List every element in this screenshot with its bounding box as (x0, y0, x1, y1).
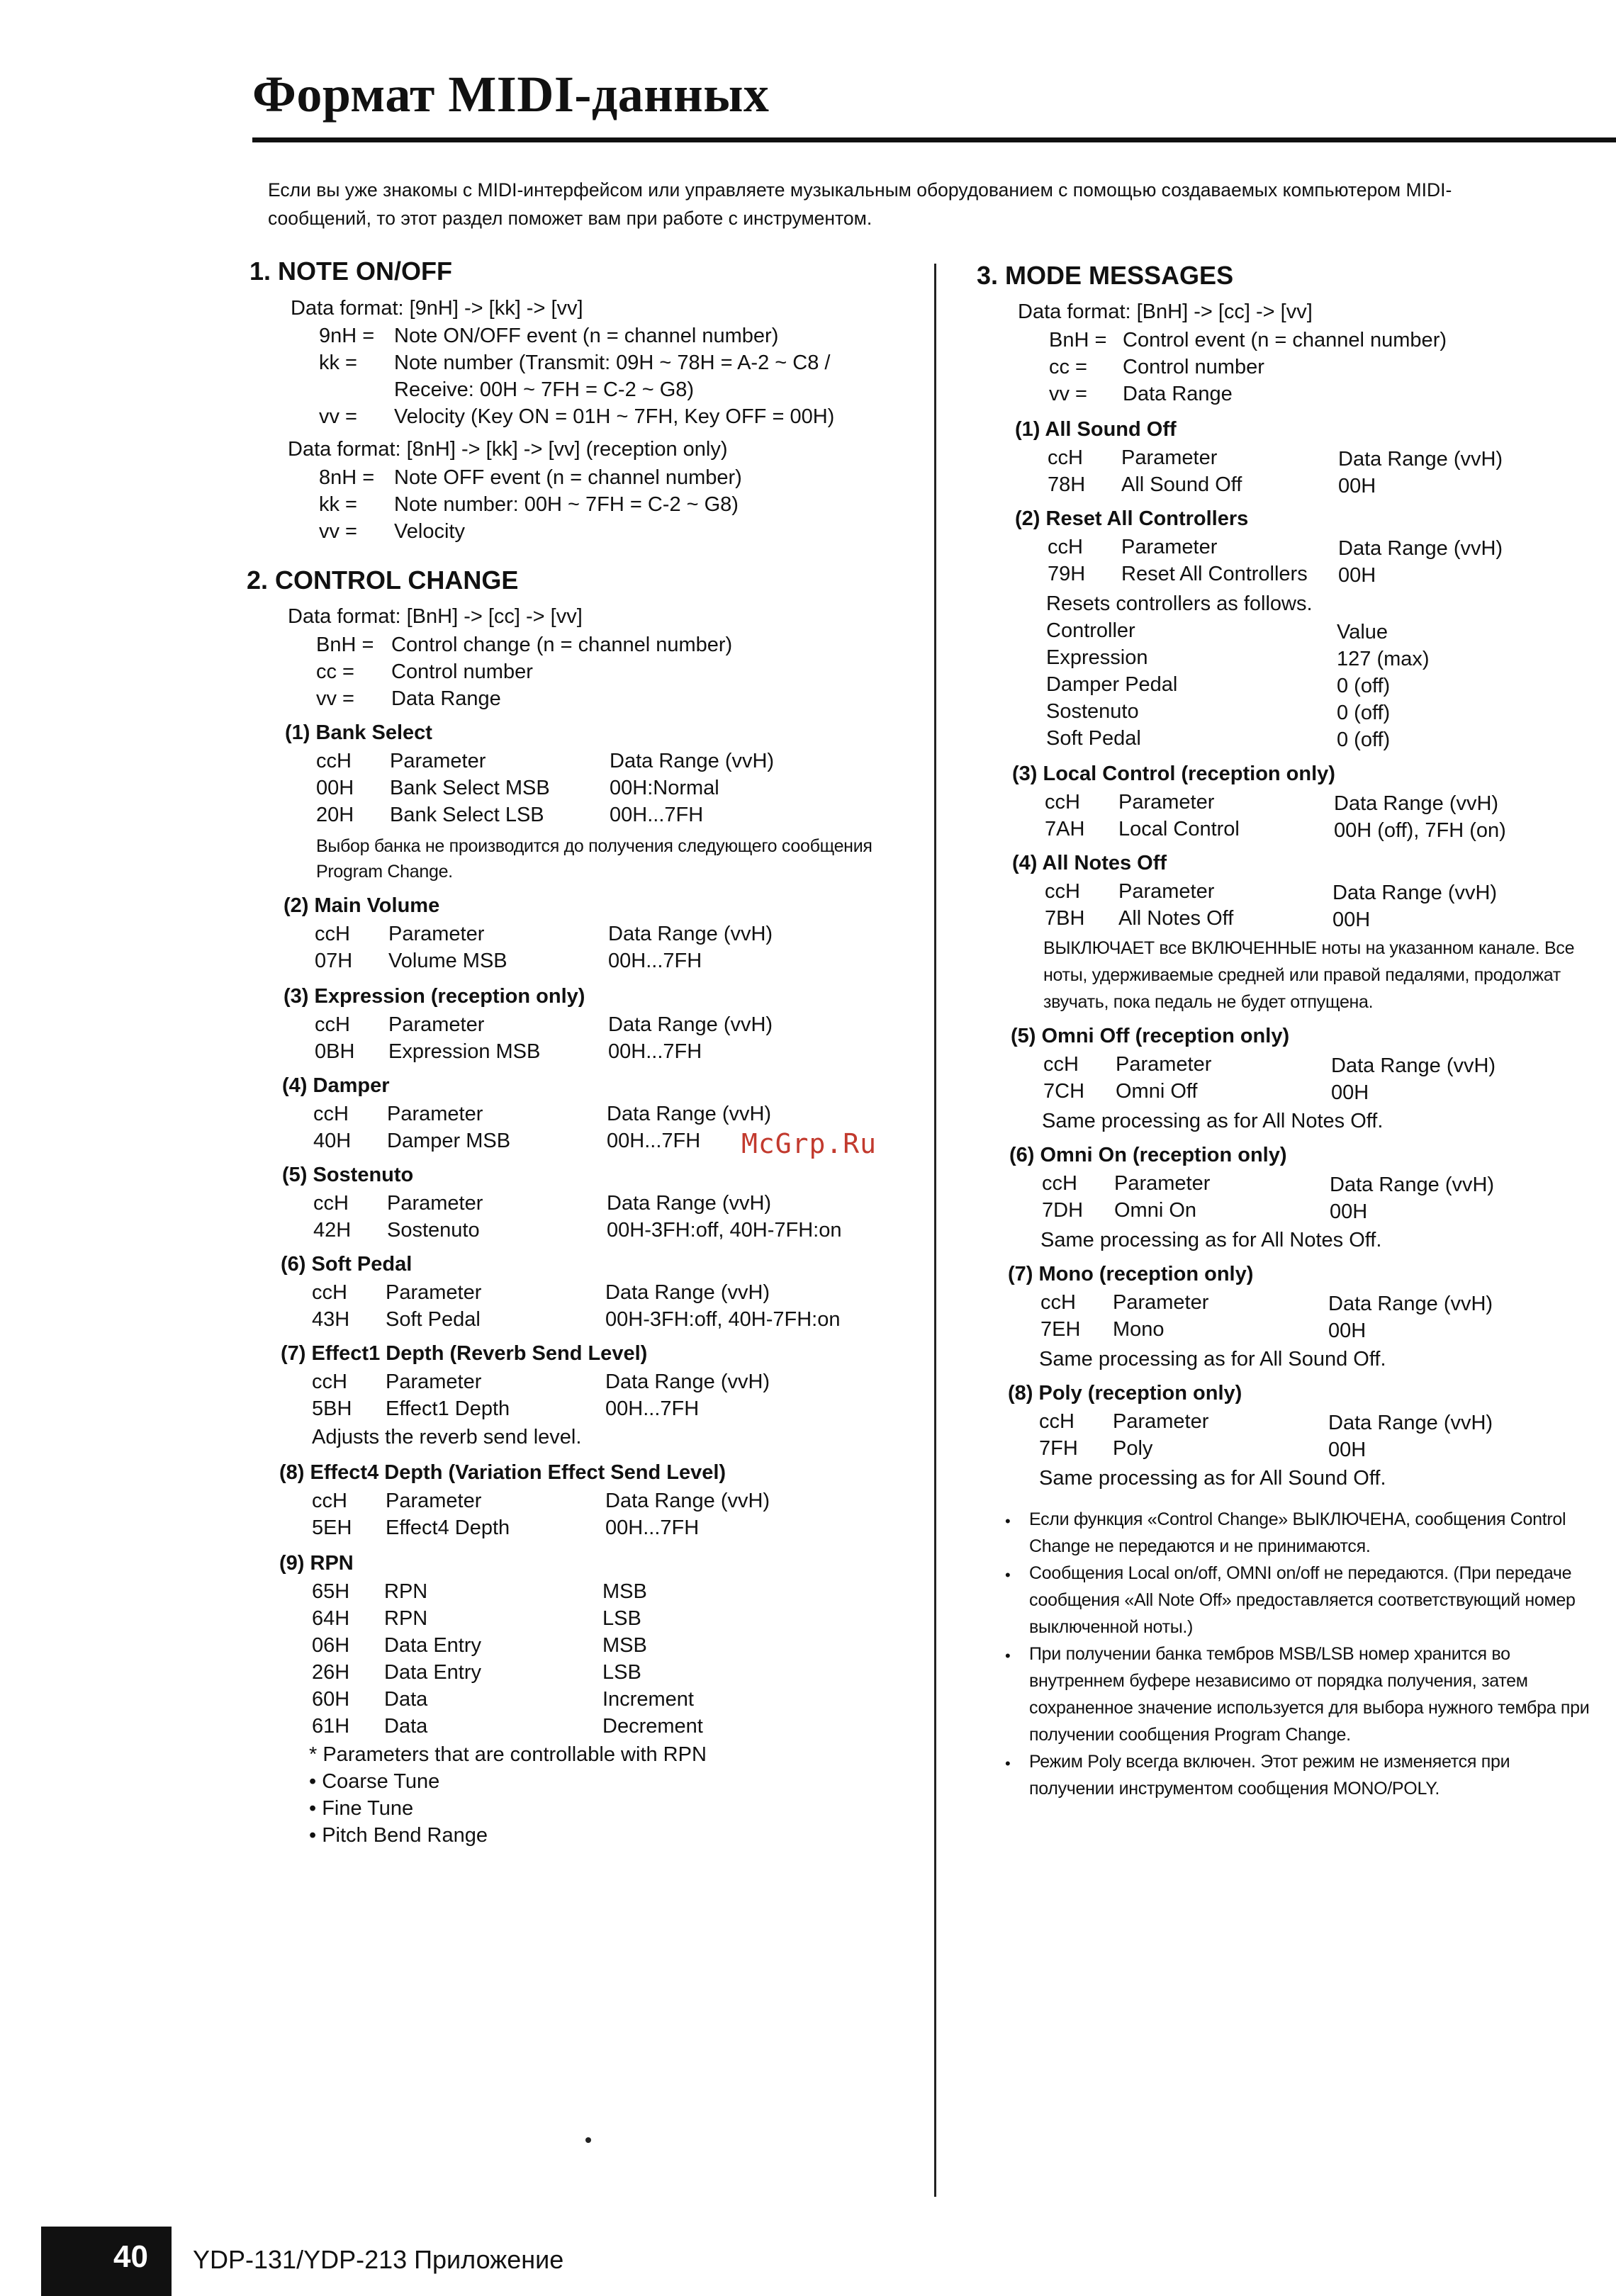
cell-parameter: Parameter (387, 1103, 483, 1125)
controller-name: Soft Pedal (1046, 727, 1141, 750)
note-bullet-text: Сообщения Local on/off, OMNI on/off не передаются. (При передаче (1029, 1563, 1572, 1583)
cell-parameter: Parameter (1121, 446, 1218, 469)
cell-cc: 64H (312, 1607, 350, 1630)
cell-range: 00H (1330, 1200, 1368, 1223)
cell-cc: 60H (312, 1688, 350, 1711)
cell-cc: 78H (1048, 473, 1086, 496)
cell-range: 00H (1328, 1319, 1367, 1342)
cell-range: 00H-3FH:off, 40H-7FH:on (605, 1308, 841, 1331)
cell-range: Data Range (vvH) (605, 1371, 770, 1393)
note-text: Same processing as for All Sound Off. (1039, 1467, 1386, 1490)
bullet-icon: • (1005, 1566, 1011, 1584)
cell-cc: 20H (316, 804, 354, 826)
cell-parameter: Bank Select MSB (390, 777, 550, 799)
section-heading-mode-messages: 3. MODE MESSAGES (977, 261, 1234, 290)
cell-cc: 7EH (1040, 1318, 1081, 1341)
cell-range: 00H (1328, 1439, 1367, 1461)
row-value: Note number (Transmit: 09H ~ 78H = A-2 ~ C8 / (394, 351, 831, 374)
subsection-heading: (5) Sostenuto (282, 1164, 414, 1186)
cell-cc: ccH (313, 1103, 349, 1125)
data-format: Data format: [8nH] -> [kk] -> [vv] (reception only) (288, 438, 728, 461)
cell-cc: ccH (1043, 1053, 1079, 1076)
controller-name: Damper Pedal (1046, 673, 1178, 696)
cell-parameter: Expression MSB (388, 1040, 541, 1063)
page-number: 40 (113, 2239, 148, 2274)
cell-parameter: RPN (384, 1580, 428, 1603)
cell-cc: ccH (313, 1192, 349, 1215)
note-text: Adjusts the reverb send level. (312, 1426, 582, 1448)
cell-parameter: Parameter (1121, 536, 1218, 558)
cell-parameter: Sostenuto (387, 1219, 480, 1242)
row-key: vv = (319, 405, 357, 428)
watermark: McGrp.Ru (741, 1128, 877, 1159)
cell-range: 00H (1331, 1081, 1369, 1104)
cell-range: Data Range (vvH) (607, 1103, 772, 1125)
section-heading-note-on-off: 1. NOTE ON/OFF (249, 257, 453, 286)
subsection-heading: (2) Reset All Controllers (1015, 507, 1249, 530)
cell-cc: 06H (312, 1634, 350, 1657)
subsection-heading: (3) Local Control (reception only) (1012, 762, 1335, 785)
cell-cc: 42H (313, 1219, 352, 1242)
cell-range: 00H...7FH (610, 804, 704, 826)
cell-parameter: Parameter (1116, 1053, 1212, 1076)
controller-name: Sostenuto (1046, 700, 1139, 723)
cell-range: Increment (602, 1688, 694, 1711)
cell-parameter: Reset All Controllers (1121, 563, 1308, 585)
bullet-icon: • (1005, 1647, 1011, 1665)
data-format: Data format: [BnH] -> [cc] -> [vv] (1018, 300, 1313, 323)
subsection-heading: (9) RPN (279, 1552, 354, 1575)
row-value: Data Range (1123, 383, 1233, 405)
cell-parameter: Soft Pedal (386, 1308, 481, 1331)
cell-parameter: All Sound Off (1121, 473, 1242, 496)
controller-value: Value (1337, 621, 1388, 643)
cell-parameter: Parameter (1114, 1172, 1211, 1195)
list-item: • Coarse Tune (309, 1770, 440, 1793)
row-key: kk = (319, 493, 357, 516)
cell-range: Data Range (vvH) (608, 923, 773, 945)
cell-parameter: Volume MSB (388, 950, 507, 972)
cell-cc: ccH (1045, 880, 1080, 903)
cell-cc: 43H (312, 1308, 350, 1331)
cell-parameter: Local Control (1118, 818, 1240, 840)
controller-value: 0 (off) (1337, 675, 1391, 697)
note-bullet-text: При получении банка тембров MSB/LSB номер хранится во (1029, 1644, 1510, 1664)
cell-parameter: Data (384, 1688, 428, 1711)
cell-range: Data Range (vvH) (607, 1192, 772, 1215)
cell-cc: 7CH (1043, 1080, 1085, 1103)
note-text: звучать, пока педаль не будет отпущена. (1043, 992, 1374, 1012)
cell-parameter: Effect4 Depth (386, 1516, 510, 1539)
note-text: Same processing as for All Notes Off. (1040, 1229, 1382, 1251)
title-rule (252, 137, 1616, 142)
row-value: Control number (1123, 356, 1264, 378)
cell-cc: ccH (1048, 536, 1083, 558)
cell-range: Data Range (vvH) (1328, 1412, 1493, 1434)
row-key: cc = (316, 660, 354, 683)
cell-cc: 61H (312, 1715, 350, 1738)
cell-parameter: Parameter (386, 1281, 482, 1304)
cell-range: Data Range (vvH) (1334, 792, 1499, 815)
bullet-icon: • (1005, 1755, 1011, 1772)
bullet-icon: • (1005, 1512, 1011, 1530)
cell-parameter: Parameter (1118, 880, 1215, 903)
row-key: 9nH = (319, 325, 375, 347)
subsection-heading: (3) Expression (reception only) (284, 985, 585, 1008)
cell-cc: 7BH (1045, 907, 1085, 930)
row-value: Control number (391, 660, 533, 683)
cell-cc: ccH (1045, 791, 1080, 814)
cell-cc: 5EH (312, 1516, 352, 1539)
subsection-heading: (4) Damper (282, 1074, 390, 1097)
cell-range: Data Range (vvH) (1338, 448, 1503, 471)
row-value: Velocity (394, 520, 465, 543)
row-value: Note number: 00H ~ 7FH = C-2 ~ G8) (394, 493, 739, 516)
note-text: * Parameters that are controllable with RPN (309, 1743, 707, 1766)
cell-range: Data Range (vvH) (605, 1281, 770, 1304)
footer-model-text: YDP-131/YDP-213 Приложение (193, 2245, 564, 2274)
subsection-heading: (6) Omni On (reception only) (1009, 1144, 1287, 1166)
intro-paragraph: Если вы уже знакомы с MIDI-интерфейсом или управляете музыкальным оборудованием с помощью создаваемых компьютером MIDI-сообщений, то этот раздел поможет вам при работе с инструментом. (268, 179, 1452, 229)
cell-parameter: Data Entry (384, 1634, 481, 1657)
subsection-heading: (1) Bank Select (285, 721, 432, 744)
subsection-heading: (4) All Notes Off (1012, 852, 1167, 874)
subsection-heading: (2) Main Volume (284, 894, 440, 917)
controller-value: 0 (off) (1337, 702, 1391, 724)
cell-parameter: All Notes Off (1118, 907, 1234, 930)
cell-parameter: Parameter (387, 1192, 483, 1215)
cell-cc: ccH (315, 923, 350, 945)
cell-cc: 07H (315, 950, 353, 972)
controller-name: Controller (1046, 619, 1135, 642)
cell-cc: ccH (1039, 1410, 1074, 1433)
note-text: Resets controllers as follows. (1046, 592, 1313, 615)
subsection-heading: (5) Omni Off (reception only) (1011, 1025, 1290, 1047)
note-bullet-text: Change не передаются и не принимаются. (1029, 1536, 1371, 1556)
row-value: Note OFF event (n = channel number) (394, 466, 742, 489)
row-key: vv = (319, 520, 357, 543)
page-number-block (41, 2227, 172, 2296)
cell-range: Data Range (vvH) (1338, 537, 1503, 560)
stray-dot (585, 2137, 591, 2143)
note-bullet-text: Режим Poly всегда включен. Этот режим не изменяется при (1029, 1752, 1510, 1772)
note-bullet-text: Если функция «Control Change» ВЫКЛЮЧЕНА, сообщения Control (1029, 1509, 1566, 1529)
page-title: Формат MIDI-данных (252, 66, 770, 123)
cell-parameter: Effect1 Depth (386, 1397, 510, 1420)
cell-range: Data Range (vvH) (608, 1013, 773, 1036)
cell-parameter: Parameter (1118, 791, 1215, 814)
row-value: Receive: 00H ~ 7FH = C-2 ~ G8) (394, 378, 695, 401)
cell-cc: 7AH (1045, 818, 1085, 840)
note-bullet-text: получении инструментом сообщения MONO/POLY. (1029, 1779, 1440, 1799)
data-format: Data format: [9nH] -> [kk] -> [vv] (291, 297, 583, 320)
cell-parameter: Poly (1113, 1437, 1153, 1460)
cell-cc: ccH (1040, 1291, 1076, 1314)
note-text: ноты, удерживаемые средней или правой педалями, продолжат (1043, 965, 1561, 985)
row-key: BnH = (316, 634, 374, 656)
cell-cc: ccH (316, 750, 352, 772)
data-format: Data format: [BnH] -> [cc] -> [vv] (288, 605, 583, 628)
cell-parameter: Bank Select LSB (390, 804, 544, 826)
cell-range: MSB (602, 1634, 647, 1657)
cell-cc: ccH (312, 1281, 347, 1304)
cell-cc: ccH (312, 1371, 347, 1393)
note-bullet-text: сохраненное значение используется для выбора нужного тембра при (1029, 1698, 1590, 1718)
note-bullet-text: сообщения «All Note Off» предоставляется соответствующий номер (1029, 1590, 1576, 1610)
row-value: Velocity (Key ON = 01H ~ 7FH, Key OFF = 00H) (394, 405, 835, 428)
list-item: • Fine Tune (309, 1797, 414, 1820)
section-heading-control-change: 2. CONTROL CHANGE (247, 565, 519, 595)
row-value: Control event (n = channel number) (1123, 329, 1447, 351)
row-value: Control change (n = channel number) (391, 634, 733, 656)
cell-cc: ccH (312, 1490, 347, 1512)
row-key: BnH = (1049, 329, 1107, 351)
cell-cc: 79H (1048, 563, 1086, 585)
note-bullet-text: получении сообщения Program Change. (1029, 1725, 1351, 1745)
cell-parameter: Parameter (386, 1371, 482, 1393)
cell-parameter: Parameter (388, 923, 485, 945)
column-divider (934, 264, 936, 2197)
subsection-heading: (8) Effect4 Depth (Variation Effect Send Level) (279, 1461, 726, 1484)
controller-value: 0 (off) (1337, 728, 1391, 751)
cell-parameter: Omni On (1114, 1199, 1197, 1222)
cell-cc: 5BH (312, 1397, 352, 1420)
list-item: • Pitch Bend Range (309, 1824, 488, 1847)
note-text: Выбор банка не производится до получения следующего сообщения (316, 836, 872, 856)
subsection-heading: (7) Mono (reception only) (1008, 1263, 1254, 1285)
cell-parameter: Damper MSB (387, 1130, 511, 1152)
cell-range: Data Range (vvH) (610, 750, 775, 772)
cell-parameter: Parameter (1113, 1291, 1209, 1314)
cell-parameter: RPN (384, 1607, 428, 1630)
cell-range: 00H...7FH (607, 1130, 701, 1152)
cell-cc: ccH (315, 1013, 350, 1036)
cell-range: Data Range (vvH) (1330, 1174, 1495, 1196)
controller-value: 127 (max) (1337, 648, 1430, 670)
cell-range: Decrement (602, 1715, 703, 1738)
cell-range: 00H...7FH (605, 1516, 700, 1539)
row-key: kk = (319, 351, 357, 374)
cell-range: 00H (off), 7FH (on) (1334, 819, 1506, 842)
cell-cc: 7FH (1039, 1437, 1078, 1460)
subsection-heading: (1) All Sound Off (1015, 418, 1177, 441)
cell-parameter: Omni Off (1116, 1080, 1198, 1103)
cell-cc: ccH (1048, 446, 1083, 469)
cell-range: Data Range (vvH) (1332, 882, 1498, 904)
row-key: cc = (1049, 356, 1087, 378)
cell-parameter: Parameter (1113, 1410, 1209, 1433)
cell-range: LSB (602, 1607, 641, 1630)
cell-cc: 65H (312, 1580, 350, 1603)
cell-range: 00H (1332, 908, 1371, 931)
row-key: 8nH = (319, 466, 375, 489)
cell-range: 00H...7FH (608, 950, 702, 972)
controller-name: Expression (1046, 646, 1148, 669)
cell-range: MSB (602, 1580, 647, 1603)
cell-parameter: Parameter (390, 750, 486, 772)
note-text: Program Change. (316, 862, 453, 882)
cell-parameter: Data (384, 1715, 428, 1738)
note-text: Same processing as for All Sound Off. (1039, 1348, 1386, 1371)
subsection-heading: (8) Poly (reception only) (1008, 1382, 1242, 1405)
cell-range: LSB (602, 1661, 641, 1684)
subsection-heading: (7) Effect1 Depth (Reverb Send Level) (281, 1342, 648, 1365)
note-bullet-text: выключенной ноты.) (1029, 1617, 1194, 1637)
note-text: ВЫКЛЮЧАЕТ все ВКЛЮЧЕННЫЕ ноты на указанном канале. Все (1043, 938, 1575, 958)
cell-cc: 00H (316, 777, 354, 799)
cell-cc: ccH (1042, 1172, 1077, 1195)
row-value: Data Range (391, 687, 501, 710)
note-bullet-text: внутреннем буфере независимо от порядка получения, затем (1029, 1671, 1528, 1691)
row-value: Note ON/OFF event (n = channel number) (394, 325, 779, 347)
row-key: vv = (1049, 383, 1087, 405)
cell-range: 00H...7FH (608, 1040, 702, 1063)
note-text: Same processing as for All Notes Off. (1042, 1110, 1384, 1132)
cell-range: 00H (1338, 475, 1376, 497)
cell-range: 00H:Normal (610, 777, 719, 799)
cell-range: Data Range (vvH) (605, 1490, 770, 1512)
cell-range: Data Range (vvH) (1331, 1054, 1496, 1077)
subsection-heading: (6) Soft Pedal (281, 1253, 413, 1276)
cell-cc: 7DH (1042, 1199, 1084, 1222)
row-key: vv = (316, 687, 354, 710)
cell-range: 00H (1338, 564, 1376, 587)
cell-parameter: Data Entry (384, 1661, 481, 1684)
cell-parameter: Parameter (388, 1013, 485, 1036)
cell-cc: 26H (312, 1661, 350, 1684)
cell-parameter: Mono (1113, 1318, 1165, 1341)
cell-range: 00H-3FH:off, 40H-7FH:on (607, 1219, 842, 1242)
cell-range: Data Range (vvH) (1328, 1293, 1493, 1315)
cell-cc: 40H (313, 1130, 352, 1152)
cell-cc: 0BH (315, 1040, 355, 1063)
cell-range: 00H...7FH (605, 1397, 700, 1420)
cell-parameter: Parameter (386, 1490, 482, 1512)
